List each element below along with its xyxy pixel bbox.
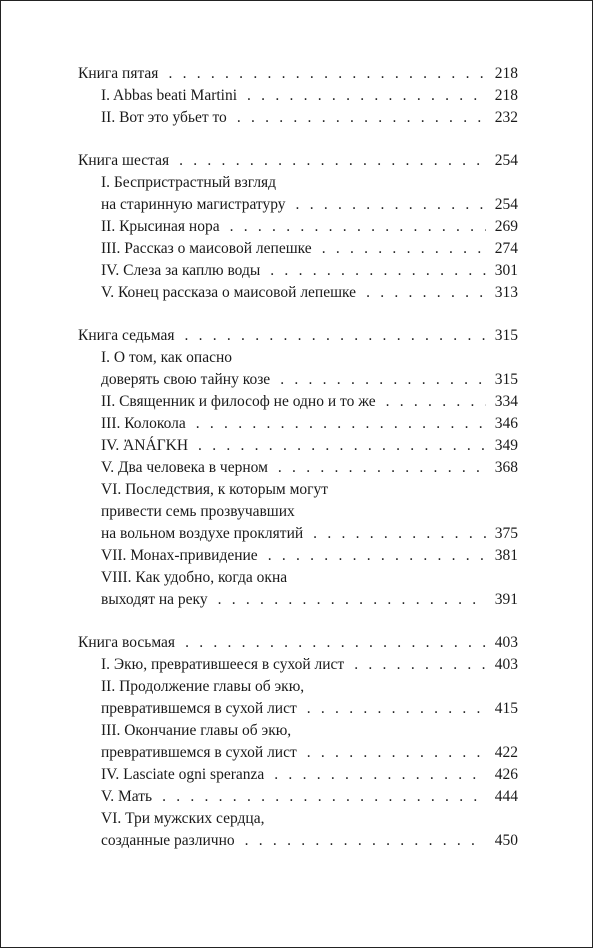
chapter-title: V. Мать bbox=[101, 788, 153, 805]
chapter-title: VII. Монах-привидение bbox=[101, 547, 258, 564]
chapter-title: II. Продолжение главы об экю, bbox=[101, 678, 305, 695]
dot-leader bbox=[354, 654, 486, 676]
dot-leader bbox=[162, 786, 486, 808]
page-number: 403 bbox=[494, 634, 518, 651]
chapter-title: доверять свою тайну козе bbox=[101, 371, 271, 388]
chapter-title-line bbox=[78, 172, 518, 194]
book-heading bbox=[78, 150, 518, 172]
chapter-entry bbox=[78, 413, 518, 435]
page-number: 368 bbox=[494, 459, 518, 476]
chapter-title: III. Рассказ о маисовой лепешке bbox=[101, 240, 312, 257]
chapter-title-line bbox=[78, 347, 518, 369]
chapter-entry bbox=[78, 830, 518, 852]
chapter-entry bbox=[78, 391, 518, 413]
chapter-entry bbox=[78, 260, 518, 282]
chapter-title-line bbox=[78, 676, 518, 698]
chapter-title: превратившемся в сухой лист bbox=[101, 744, 297, 761]
chapter-entry bbox=[78, 85, 518, 107]
chapter-title: IV. Слеза за каплю воды bbox=[101, 262, 261, 279]
dot-leader bbox=[184, 325, 486, 347]
chapter-entry bbox=[78, 654, 518, 676]
page-number: 274 bbox=[494, 240, 518, 257]
chapter-title: выходят на реку bbox=[101, 591, 208, 608]
book-title: Книга восьмая bbox=[78, 634, 176, 651]
chapter-title: II. Вот это убьет то bbox=[101, 109, 227, 126]
toc-section bbox=[78, 632, 518, 852]
page-number: 381 bbox=[494, 547, 518, 564]
book-heading bbox=[78, 632, 518, 654]
dot-leader bbox=[386, 391, 486, 413]
dot-leader bbox=[322, 238, 486, 260]
chapter-entry bbox=[78, 216, 518, 238]
chapter-entry bbox=[78, 238, 518, 260]
dot-leader bbox=[168, 63, 486, 85]
dot-leader bbox=[230, 216, 486, 238]
page-number: 375 bbox=[494, 525, 518, 542]
chapter-entry bbox=[78, 194, 518, 216]
page-number: 444 bbox=[494, 788, 518, 805]
chapter-title: на старинную магистратуру bbox=[101, 196, 286, 213]
chapter-entry bbox=[78, 457, 518, 479]
chapter-title: I. Беспристрастный взгляд bbox=[101, 174, 277, 191]
chapter-title-line bbox=[78, 808, 518, 830]
page-number: 403 bbox=[494, 656, 518, 673]
chapter-title: привести семь прозвучавших bbox=[101, 503, 295, 520]
chapter-title-line bbox=[78, 501, 518, 523]
page-number: 334 bbox=[494, 393, 518, 410]
chapter-entry bbox=[78, 107, 518, 129]
page-number: 349 bbox=[494, 437, 518, 454]
chapter-title: I. Abbas beati Martini bbox=[101, 87, 238, 104]
page-number: 346 bbox=[494, 415, 518, 432]
page-number: 313 bbox=[494, 284, 518, 301]
chapter-title: превратившемся в сухой лист bbox=[101, 700, 297, 717]
page-number: 415 bbox=[494, 700, 518, 717]
chapter-title: II. Крысиная нора bbox=[101, 218, 220, 235]
chapter-title: I. О том, как опасно bbox=[101, 349, 232, 366]
chapter-title: III. Колокола bbox=[101, 415, 186, 432]
page-number: 218 bbox=[494, 65, 518, 82]
dot-leader bbox=[198, 435, 486, 457]
dot-leader bbox=[296, 194, 486, 216]
chapter-title: I. Экю, превратившееся в сухой лист bbox=[101, 656, 345, 673]
page-number: 315 bbox=[494, 327, 518, 344]
page-number: 218 bbox=[494, 87, 518, 104]
page-number: 391 bbox=[494, 591, 518, 608]
toc-section bbox=[78, 150, 518, 304]
dot-leader bbox=[218, 589, 486, 611]
chapter-entry bbox=[78, 589, 518, 611]
page-number: 254 bbox=[494, 152, 518, 169]
dot-leader bbox=[237, 107, 486, 129]
dot-leader bbox=[280, 369, 486, 391]
dot-leader bbox=[185, 632, 486, 654]
dot-leader bbox=[247, 85, 486, 107]
dot-leader bbox=[307, 698, 486, 720]
dot-leader bbox=[179, 150, 486, 172]
dot-leader bbox=[274, 764, 486, 786]
page-number: 422 bbox=[494, 744, 518, 761]
page-number: 301 bbox=[494, 262, 518, 279]
page-number: 450 bbox=[494, 832, 518, 849]
chapter-title: V. Конец рассказа о маисовой лепешке bbox=[101, 284, 357, 301]
book-heading bbox=[78, 325, 518, 347]
chapter-title: VI. Последствия, к которым могут bbox=[101, 481, 329, 498]
chapter-entry bbox=[78, 282, 518, 304]
chapter-title: IV. Lasciate ogni speranza bbox=[101, 766, 265, 783]
chapter-entry bbox=[78, 698, 518, 720]
dot-leader bbox=[307, 742, 486, 764]
page-number: 254 bbox=[494, 196, 518, 213]
chapter-title: созданные различно bbox=[101, 832, 235, 849]
chapter-title: VI. Три мужских сердца, bbox=[101, 810, 265, 827]
chapter-title-line bbox=[78, 720, 518, 742]
chapter-title: VIII. Как удобно, когда окна bbox=[101, 569, 288, 586]
chapter-entry bbox=[78, 369, 518, 391]
toc-section bbox=[78, 63, 518, 129]
dot-leader bbox=[313, 523, 486, 545]
page-number: 426 bbox=[494, 766, 518, 783]
page-number: 315 bbox=[494, 371, 518, 388]
chapter-entry bbox=[78, 764, 518, 786]
chapter-title: III. Окончание главы об экю, bbox=[101, 722, 292, 739]
chapter-title: на вольном воздухе проклятий bbox=[101, 525, 304, 542]
dot-leader bbox=[270, 260, 486, 282]
chapter-title-line bbox=[78, 479, 518, 501]
book-title: Книга пятая bbox=[78, 65, 159, 82]
chapter-entry bbox=[78, 523, 518, 545]
chapter-title: V. Два человека в черном bbox=[101, 459, 268, 476]
dot-leader bbox=[245, 830, 486, 852]
chapter-entry bbox=[78, 742, 518, 764]
toc-section bbox=[78, 325, 518, 611]
page-number: 232 bbox=[494, 109, 518, 126]
page-number: 269 bbox=[494, 218, 518, 235]
book-title: Книга шестая bbox=[78, 152, 170, 169]
book-heading bbox=[78, 63, 518, 85]
chapter-entry bbox=[78, 786, 518, 808]
dot-leader bbox=[366, 282, 486, 304]
chapter-entry bbox=[78, 545, 518, 567]
chapter-title-line bbox=[78, 567, 518, 589]
chapter-title: IV. ἈΝÁΓΚΗ bbox=[101, 437, 189, 454]
chapter-title: II. Священник и философ не одно и то же bbox=[101, 393, 376, 410]
dot-leader bbox=[196, 413, 486, 435]
table-of-contents bbox=[78, 63, 518, 873]
dot-leader bbox=[268, 545, 486, 567]
dot-leader bbox=[278, 457, 486, 479]
chapter-entry bbox=[78, 435, 518, 457]
book-title: Книга седьмая bbox=[78, 327, 175, 344]
